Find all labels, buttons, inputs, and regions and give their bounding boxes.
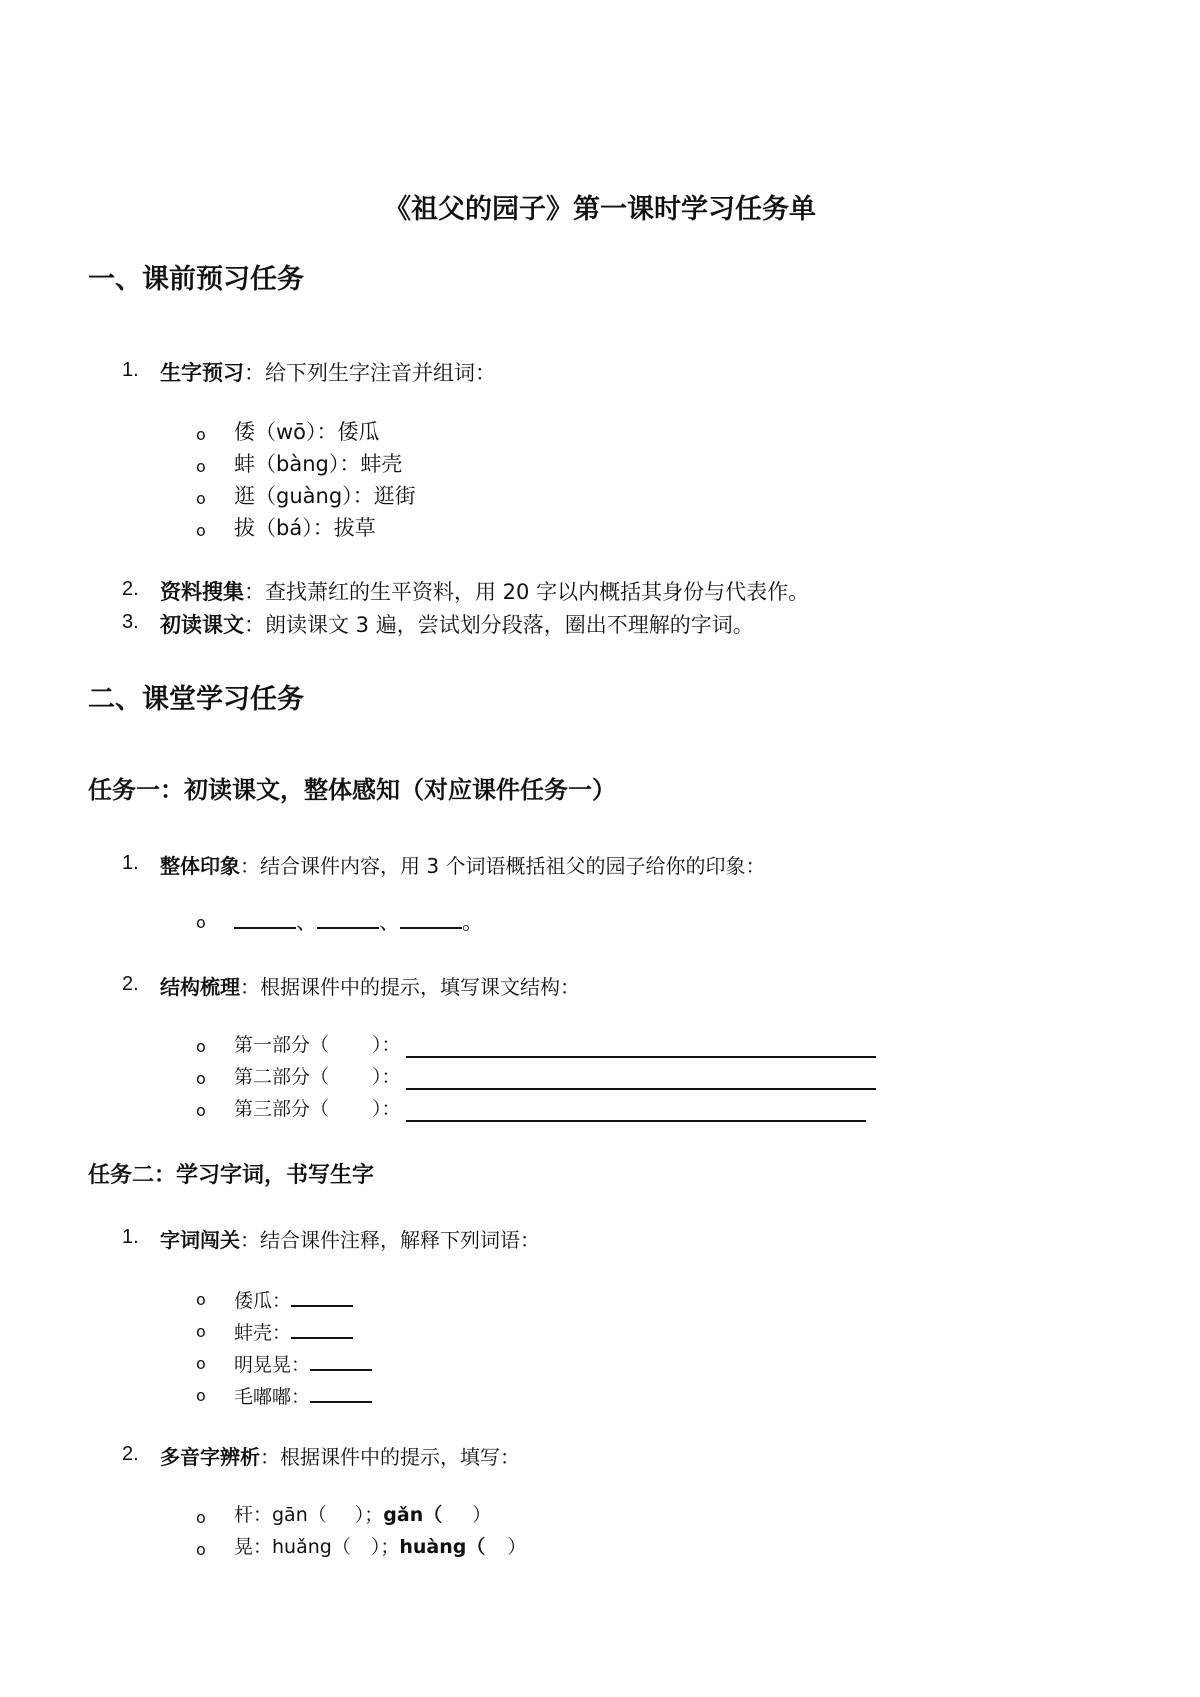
list-number: 2.	[122, 578, 139, 600]
bullet-marker: o	[196, 489, 206, 508]
task-label: 字词闯关	[160, 1228, 240, 1252]
word-item	[234, 1283, 353, 1313]
polyphone-entry	[234, 1532, 526, 1559]
bullet-marker: o	[196, 1540, 206, 1559]
char-item: 蚌（bàng）：蚌壳	[234, 452, 403, 476]
bullet-marker: o	[196, 1101, 206, 1120]
answer-line[interactable]	[406, 1056, 876, 1058]
task-text: ：查找萧红的生平资料，用 20 字以内概括其身份与代表作。	[244, 580, 810, 604]
task-impression	[160, 850, 765, 879]
bullet-marker: o	[196, 1508, 206, 1527]
separator: 、	[296, 910, 317, 934]
task-structure	[160, 971, 580, 1000]
task-text: ：结合课件注释，解释下列词语：	[240, 1228, 540, 1252]
close-paren: ）	[472, 1504, 492, 1526]
word-item	[234, 1379, 372, 1409]
task-text: ：根据课件中的提示，填写：	[260, 1445, 520, 1469]
part-close: ）：	[372, 1066, 401, 1088]
bullet-marker: o	[196, 1037, 206, 1056]
bullet-marker: o	[196, 425, 206, 444]
part-close: ）：	[372, 1034, 401, 1056]
bullet-marker: o	[196, 1386, 206, 1405]
task-label: 整体印象	[160, 854, 240, 878]
end-mark: 。	[462, 910, 483, 934]
word-item	[234, 1315, 353, 1345]
list-number: 2.	[122, 1443, 139, 1465]
list-number: 1.	[122, 1226, 139, 1248]
answer-line[interactable]	[406, 1088, 876, 1090]
reading-2: gǎn（	[383, 1504, 443, 1526]
task-label: 资料搜集	[160, 580, 244, 604]
section-heading-preview: 一、课前预习任务	[88, 264, 304, 295]
bullet-marker: o	[196, 913, 206, 932]
separator: 、	[379, 910, 400, 934]
char-item: 逛（guàng）：逛街	[234, 484, 416, 508]
word-label: 毛嘟嘟：	[234, 1386, 311, 1408]
task-first-reading	[160, 609, 754, 639]
answer-blank[interactable]	[317, 905, 379, 929]
polyphone-entry	[234, 1500, 491, 1527]
task-research	[160, 576, 809, 606]
task-text: ：朗读课文 3 遍，尝试划分段落，圈出不理解的字词。	[244, 613, 754, 637]
task-label: 结构梳理	[160, 975, 240, 999]
char-item: 拔（bá）：拔草	[234, 516, 376, 540]
part-label: 第一部分（	[234, 1034, 330, 1056]
task-text: ：结合课件内容，用 3 个词语概括祖父的园子给你的印象：	[240, 854, 766, 878]
word-item	[234, 1347, 372, 1377]
answer-blank[interactable]	[400, 905, 462, 929]
bullet-marker: o	[196, 521, 206, 540]
task-polyphone	[160, 1441, 520, 1470]
list-number: 2.	[122, 973, 139, 995]
part-label: 第三部分（	[234, 1098, 330, 1120]
task-text: ：根据课件中的提示，填写课文结构：	[240, 975, 580, 999]
bullet-marker: o	[196, 1069, 206, 1088]
separator: ）；	[370, 1536, 400, 1558]
answer-blank[interactable]	[234, 905, 296, 929]
list-number: 1.	[122, 852, 139, 874]
part-label: 第二部分（	[234, 1066, 330, 1088]
impression-blanks	[234, 905, 483, 936]
task1-heading: 任务一：初读课文，整体感知（对应课件任务一）	[88, 776, 616, 804]
answer-blank[interactable]	[310, 1347, 372, 1371]
task-label: 多音字辨析	[160, 1445, 260, 1469]
task2-heading: 任务二：学习字词，书写生字	[88, 1163, 375, 1188]
reading-1: 杆：gān（	[234, 1504, 327, 1526]
answer-blank[interactable]	[291, 1283, 353, 1307]
answer-blank[interactable]	[291, 1315, 353, 1339]
task-label: 生字预习	[160, 361, 244, 385]
word-label: 倭瓜：	[234, 1290, 292, 1312]
answer-blank[interactable]	[310, 1379, 372, 1403]
list-number: 1.	[122, 359, 139, 381]
task-char-preview	[160, 357, 496, 387]
char-item: 倭（wō）：倭瓜	[234, 420, 380, 444]
part-close: ）：	[372, 1098, 401, 1120]
section-heading-classroom: 二、课堂学习任务	[88, 684, 304, 715]
reading-1: 晃：huǎng（	[234, 1536, 351, 1558]
task-label: 初读课文	[160, 613, 244, 637]
answer-line[interactable]	[406, 1120, 866, 1122]
bullet-marker: o	[196, 1290, 206, 1309]
separator: ）；	[354, 1504, 384, 1526]
word-label: 蚌壳：	[234, 1322, 292, 1344]
list-number: 3.	[122, 611, 139, 633]
close-paren: ）	[507, 1536, 527, 1558]
bullet-marker: o	[196, 1322, 206, 1341]
task-text: ：给下列生字注音并组词：	[244, 361, 496, 385]
bullet-marker: o	[196, 457, 206, 476]
page-title: 《祖父的园子》第一课时学习任务单	[384, 194, 816, 225]
word-label: 明晃晃：	[234, 1354, 311, 1376]
task-word-challenge	[160, 1224, 540, 1253]
bullet-marker: o	[196, 1354, 206, 1373]
reading-2: huàng（	[399, 1536, 486, 1558]
